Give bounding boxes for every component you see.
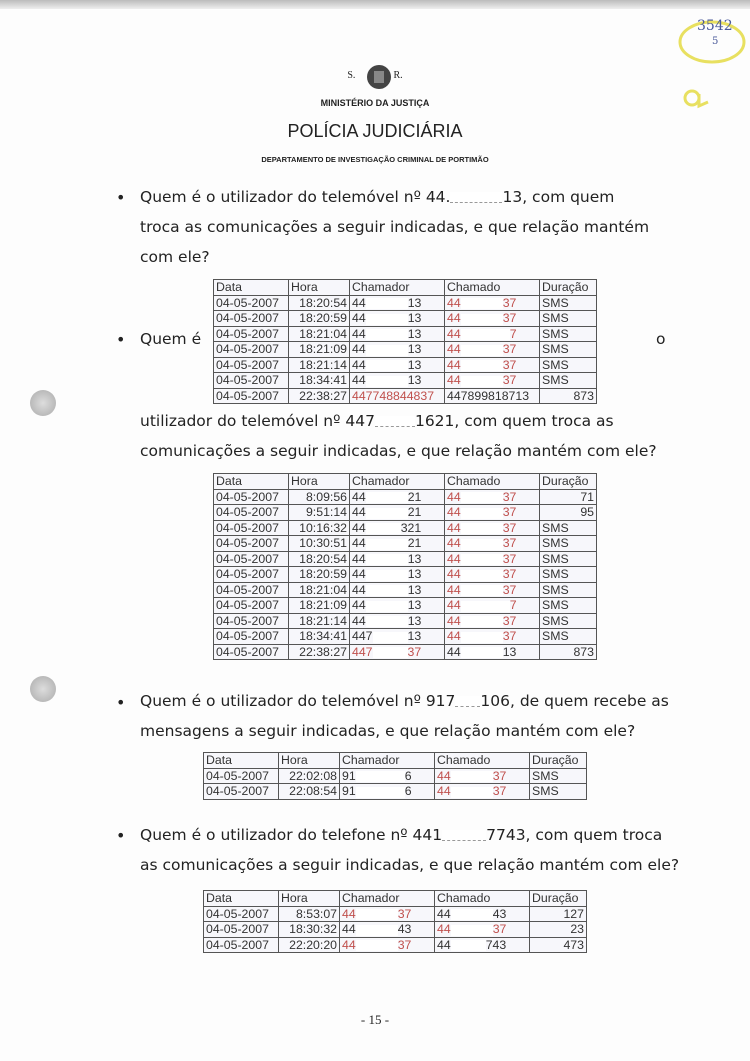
redaction <box>366 616 408 627</box>
cell-date: 04-05-2007 <box>204 906 279 922</box>
cell-duration: SMS <box>540 295 597 311</box>
column-header: Data <box>204 753 279 769</box>
table-row <box>204 922 587 938</box>
redaction <box>373 632 408 643</box>
cell-date: 04-05-2007 <box>214 536 289 552</box>
cell-caller: 44 13 <box>350 342 445 358</box>
cell-called: 44 37 <box>445 567 540 583</box>
cell-time: 18:20:59 <box>289 567 350 583</box>
cell-called: 44 37 <box>445 295 540 311</box>
ministry: MINISTÉRIO DA JUSTIÇA <box>320 98 430 108</box>
cell-caller: 44 13 <box>350 551 445 567</box>
redaction <box>356 925 398 936</box>
redaction <box>461 616 503 627</box>
redaction <box>461 585 503 596</box>
column-header: Duração <box>530 891 587 907</box>
column-header: Chamador <box>350 474 445 490</box>
handwritten-number: 3542 <box>697 18 733 34</box>
cell-called: 44 37 <box>445 582 540 598</box>
column-header: Hora <box>289 280 350 296</box>
cell-date: 04-05-2007 <box>204 784 279 800</box>
redaction <box>366 314 408 325</box>
cell-caller: 44 13 <box>350 311 445 327</box>
table-row <box>214 644 597 660</box>
redaction <box>356 787 405 798</box>
redaction <box>366 570 408 581</box>
seal-letter-r: R. <box>393 70 403 81</box>
column-header: Chamado <box>435 753 530 769</box>
cell-time: 18:21:09 <box>289 598 350 614</box>
cell-duration: SMS <box>540 551 597 567</box>
cell-called: 44 43 <box>435 906 530 922</box>
cell-time: 18:34:41 <box>289 373 350 389</box>
cell-time: 18:21:14 <box>289 357 350 373</box>
redaction <box>461 376 503 387</box>
table-row <box>204 906 587 922</box>
redaction <box>451 787 493 798</box>
redaction <box>451 771 493 782</box>
redaction <box>461 601 510 612</box>
cell-called: 447899818713 <box>445 388 540 404</box>
cell-time: 18:20:54 <box>289 295 350 311</box>
question-2: utilizador do telemóvel nº 447 1621, com quem troca as comunicações a seguir indicadas, e que relação mantém com ele? <box>140 412 657 460</box>
cell-duration: 71 <box>540 489 597 505</box>
seal-letter-s: S. <box>347 70 356 81</box>
cell-date: 04-05-2007 <box>214 342 289 358</box>
cell-date: 04-05-2007 <box>204 922 279 938</box>
redaction <box>461 632 503 643</box>
cell-called: 44 37 <box>445 629 540 645</box>
column-header: Chamador <box>350 280 445 296</box>
cell-duration: 873 <box>540 388 597 404</box>
table-row <box>214 551 597 567</box>
table-row <box>214 489 597 505</box>
cell-time: 22:38:27 <box>289 388 350 404</box>
cell-called: 44 7 <box>445 326 540 342</box>
redaction <box>366 345 408 356</box>
cell-called: 44 37 <box>445 536 540 552</box>
table-row <box>214 567 597 583</box>
cell-duration: SMS <box>540 520 597 536</box>
table-row <box>214 357 597 373</box>
redaction <box>461 345 503 356</box>
cell-duration: SMS <box>540 373 597 389</box>
cell-time: 8:09:56 <box>289 489 350 505</box>
cell-date: 04-05-2007 <box>214 505 289 521</box>
cell-called: 44 37 <box>445 505 540 521</box>
cell-caller: 44 21 <box>350 489 445 505</box>
table-row <box>214 536 597 552</box>
table-row <box>214 388 597 404</box>
cell-caller: 91 6 <box>340 768 435 784</box>
column-header: Data <box>214 280 289 296</box>
page-number: - 15 - <box>360 1012 390 1027</box>
handwritten-sub: 5 <box>712 36 719 47</box>
cell-date: 04-05-2007 <box>214 357 289 373</box>
column-header: Duração <box>530 753 587 769</box>
cell-date: 04-05-2007 <box>214 598 289 614</box>
cell-called: 44 37 <box>445 342 540 358</box>
redaction <box>366 554 408 565</box>
cell-called: 44 37 <box>445 357 540 373</box>
redaction <box>461 647 503 658</box>
cell-called: 44 37 <box>445 489 540 505</box>
cell-caller: 44 21 <box>350 505 445 521</box>
cell-time: 22:02:08 <box>279 768 340 784</box>
redaction <box>366 523 401 534</box>
cell-time: 22:38:27 <box>289 644 350 660</box>
column-header: Hora <box>289 474 350 490</box>
cell-date: 04-05-2007 <box>214 567 289 583</box>
cell-caller: 91 6 <box>340 784 435 800</box>
redaction <box>461 539 503 550</box>
calls-table-1 <box>213 279 597 404</box>
cell-called: 44 13 <box>445 644 540 660</box>
question-2-o: o <box>656 330 666 348</box>
redaction <box>366 585 408 596</box>
cell-duration: 127 <box>530 906 587 922</box>
cell-time: 8:53:07 <box>279 906 340 922</box>
redaction <box>366 539 408 550</box>
cell-caller: 44 37 <box>340 937 435 953</box>
cell-duration: SMS <box>530 784 587 800</box>
cell-called: 44 37 <box>435 784 530 800</box>
cell-duration: 95 <box>540 505 597 521</box>
cell-called: 44 743 <box>435 937 530 953</box>
table-header-row <box>204 891 587 907</box>
cell-caller: 44 21 <box>350 536 445 552</box>
cell-time: 18:21:04 <box>289 326 350 342</box>
cell-caller: 44 13 <box>350 567 445 583</box>
cell-date: 04-05-2007 <box>214 644 289 660</box>
cell-duration: SMS <box>540 326 597 342</box>
cell-date: 04-05-2007 <box>214 489 289 505</box>
column-header: Chamador <box>340 891 435 907</box>
punch-hole <box>30 676 56 702</box>
table-row <box>214 373 597 389</box>
redaction <box>451 925 493 936</box>
cell-caller: 44 13 <box>350 373 445 389</box>
cell-duration: SMS <box>540 311 597 327</box>
cell-duration: SMS <box>540 536 597 552</box>
question-2-start: Quem é <box>140 330 202 348</box>
column-header: Chamado <box>435 891 530 907</box>
cell-time: 10:30:51 <box>289 536 350 552</box>
redaction <box>356 909 398 920</box>
scan-edge <box>0 0 750 9</box>
cell-called: 44 37 <box>445 613 540 629</box>
cell-time: 18:21:09 <box>289 342 350 358</box>
table-row <box>214 582 597 598</box>
calls-table-3 <box>203 752 587 800</box>
cell-duration: SMS <box>540 357 597 373</box>
table-row <box>204 937 587 953</box>
table-row <box>214 505 597 521</box>
department: DEPARTAMENTO DE INVESTIGAÇÃO CRIMINAL DE PORTIMÃO <box>261 155 489 164</box>
cell-called: 44 37 <box>445 520 540 536</box>
cell-date: 04-05-2007 <box>214 326 289 342</box>
redaction <box>461 508 503 519</box>
redaction <box>366 360 408 371</box>
cell-date: 04-05-2007 <box>214 520 289 536</box>
table-row <box>214 311 597 327</box>
cell-caller: 44 321 <box>350 520 445 536</box>
cell-caller: 44 13 <box>350 582 445 598</box>
table-row <box>214 520 597 536</box>
cell-duration: SMS <box>540 598 597 614</box>
redaction <box>451 909 493 920</box>
redaction <box>461 554 503 565</box>
cell-date: 04-05-2007 <box>214 388 289 404</box>
coat-of-arms-icon <box>364 62 394 92</box>
redaction <box>356 771 405 782</box>
cell-called: 44 37 <box>445 373 540 389</box>
redaction <box>366 329 408 340</box>
cell-time: 18:21:04 <box>289 582 350 598</box>
cell-caller: 44 13 <box>350 598 445 614</box>
org-title: POLÍCIA JUDICIÁRIA <box>287 121 463 141</box>
question-3: Quem é o utilizador do telemóvel nº 917 106, de quem recebe as mensagens a seguir indicadas, e que relação mantém com ele? <box>140 692 669 740</box>
question-4: Quem é o utilizador do telefone nº 441 7743, com quem troca as comunicações a seguir indicadas, e que relação mantém com ele? <box>140 826 680 874</box>
redaction <box>451 940 486 951</box>
redaction <box>461 570 503 581</box>
cell-called: 44 37 <box>445 551 540 567</box>
cell-duration: SMS <box>540 342 597 358</box>
table-header-row <box>204 753 587 769</box>
cell-time: 18:20:59 <box>289 311 350 327</box>
cell-caller: 44 13 <box>350 613 445 629</box>
cell-time: 22:08:54 <box>279 784 340 800</box>
column-header: Chamador <box>340 753 435 769</box>
cell-duration: SMS <box>540 567 597 583</box>
table-header-row <box>214 280 597 296</box>
table-row <box>214 342 597 358</box>
table-row <box>204 784 587 800</box>
cell-duration: 23 <box>530 922 587 938</box>
cell-date: 04-05-2007 <box>214 629 289 645</box>
column-header: Hora <box>279 753 340 769</box>
table-header-row <box>214 474 597 490</box>
cell-date: 04-05-2007 <box>204 937 279 953</box>
column-header: Data <box>204 891 279 907</box>
column-header: Chamado <box>445 474 540 490</box>
cell-called: 44 7 <box>445 598 540 614</box>
cell-time: 18:30:32 <box>279 922 340 938</box>
redaction <box>461 298 503 309</box>
column-header: Data <box>214 474 289 490</box>
cell-duration: SMS <box>540 613 597 629</box>
table-row <box>214 326 597 342</box>
cell-duration: 873 <box>540 644 597 660</box>
cell-duration: SMS <box>540 582 597 598</box>
cell-date: 04-05-2007 <box>214 582 289 598</box>
column-header: Duração <box>540 280 597 296</box>
cell-caller: 44 37 <box>340 906 435 922</box>
table-row <box>214 629 597 645</box>
cell-caller: 447 37 <box>350 644 445 660</box>
cell-duration: SMS <box>540 629 597 645</box>
redaction <box>461 314 503 325</box>
cell-time: 18:34:41 <box>289 629 350 645</box>
redaction <box>461 523 503 534</box>
cell-date: 04-05-2007 <box>214 613 289 629</box>
cell-date: 04-05-2007 <box>204 768 279 784</box>
cell-date: 04-05-2007 <box>214 295 289 311</box>
punch-hole <box>30 390 56 416</box>
column-header: Hora <box>279 891 340 907</box>
redaction <box>366 492 408 503</box>
redaction <box>461 492 503 503</box>
cell-time: 22:20:20 <box>279 937 340 953</box>
cell-duration: 473 <box>530 937 587 953</box>
cell-time: 18:21:14 <box>289 613 350 629</box>
redaction <box>366 298 408 309</box>
cell-date: 04-05-2007 <box>214 311 289 327</box>
question-1: Quem é o utilizador do telemóvel nº 44. 13, com quem troca as comunicações a seguir indicadas, e que relação mantém com ele? <box>140 188 650 266</box>
cell-duration: SMS <box>530 768 587 784</box>
cell-time: 9:51:14 <box>289 505 350 521</box>
calls-table-2 <box>213 473 597 660</box>
document-page: 3542 5 S. R. MINISTÉRIO DA JUSTIÇA POLÍCIA JUDICIÁRIA DEPARTAMENTO DE INVESTIGAÇÃO CRIMINAL DE PORTIMÃO • Quem é o utilizador do telemóvel nº 44. 13, com quem troca as comunicações a seguir indicadas, e que relação mantém com ele? • Quem é o utilizador do telemóvel nº 447 1621, com quem troca as comunicações a seguir indicadas, e que relação mantém com ele? • Quem é o utilizador do telemóvel nº 917 106, de quem recebe as mensagens a seguir indicadas, e que relação mantém com ele? • Quem é o utilizador do telefone nº 441 7743, com quem troca as comunicações a seguir indicadas, e que relação mantém com ele? Data Hora Chamador Chamado Duração 04-05-2007 18:20:54 44 13 44 37 SMS 04-05-2007 18:20:59 44 13 44 37 SMS 04-05-2007 18:21:04 44 13 44 7 SMS 04-05-2007 18:21:09 44 13 44 37 SMS 04-05-2007 18:21:14 44 13 44 37 SMS 04-05-2007 18:34:41 44 13 44 37 SMS 04-05-2007 22:38:27 447748844837 447899818713 873 Data Hora Chamador Chamado Duração 04-05-2007 8:09:56 44 21 44 37 71 04-05-2007 9:51:14 44 21 44 37 95 04-05-2007 10:16:32 44 321 44 37 SMS 04-05-2007 10:30:51 44 21 44 37 SMS 04-05-2007 18:20:54 44 13 44 37 SMS 04-05-2007 18:20:59 44 13 44 37 SMS 04-05-2007 18:21:04 44 13 44 37 SMS 04-05-2007 18:21:09 44 13 44 7 SMS 04-05-2007 18:21:14 44 13 44 37 SMS 04-05-2007 18:34:41 447 13 44 37 SMS 04-05-2007 22:38:27 447 37 44 13 873 Data Hora Chamador Chamado Duração 04-05-2007 22:02:08 91 6 44 37 SMS 04-05-2007 22:08:54 91 6 44 37 SMS Data Hora Chamador Chamado Duração 04-05-2007 8:53:07 44 37 44 43 127 04-05-2007 18:30:32 44 43 44 37 23 04-05-2007 22:20:20 44 37 44 743 473 - 15 - <box>0 0 750 1061</box>
cell-time: 18:20:54 <box>289 551 350 567</box>
cell-caller: 447748844837 <box>350 388 445 404</box>
table-row <box>214 613 597 629</box>
calls-table-4 <box>203 890 587 953</box>
cell-called: 44 37 <box>435 922 530 938</box>
cell-called: 44 37 <box>435 768 530 784</box>
cell-date: 04-05-2007 <box>214 373 289 389</box>
table-row <box>214 295 597 311</box>
redaction <box>366 601 408 612</box>
cell-caller: 447 13 <box>350 629 445 645</box>
table-row <box>204 768 587 784</box>
cell-caller: 44 13 <box>350 357 445 373</box>
cell-caller: 44 13 <box>350 295 445 311</box>
column-header: Duração <box>540 474 597 490</box>
table-row <box>214 598 597 614</box>
column-header: Chamado <box>445 280 540 296</box>
cell-caller: 44 13 <box>350 326 445 342</box>
redaction <box>461 360 503 371</box>
redaction <box>356 940 398 951</box>
cell-date: 04-05-2007 <box>214 551 289 567</box>
cell-time: 10:16:32 <box>289 520 350 536</box>
redaction <box>366 508 408 519</box>
redaction <box>366 376 408 387</box>
cell-called: 44 37 <box>445 311 540 327</box>
cell-caller: 44 43 <box>340 922 435 938</box>
redaction <box>373 647 408 658</box>
redaction <box>461 329 510 340</box>
